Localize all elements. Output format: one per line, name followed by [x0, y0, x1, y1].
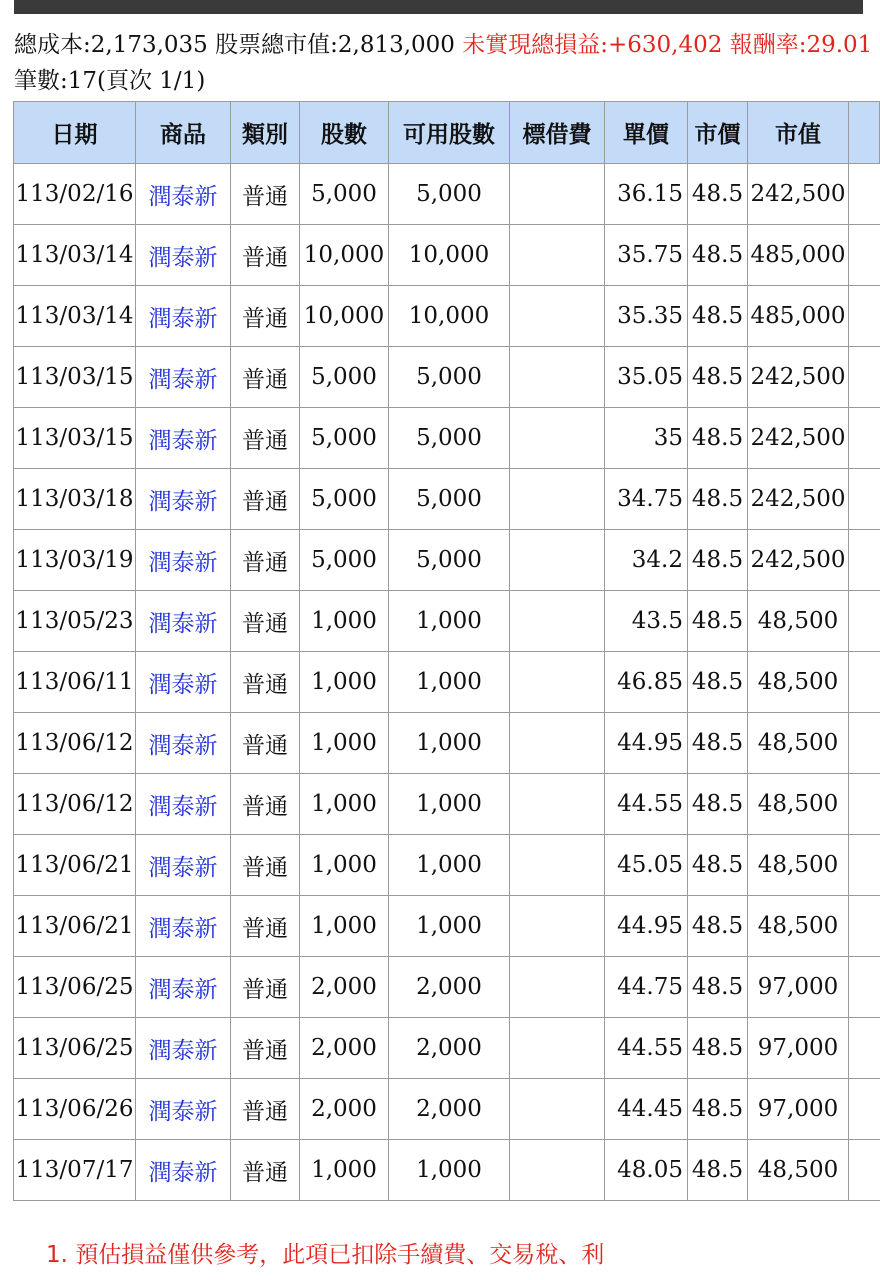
- market-value-cell: 48,500: [748, 896, 849, 957]
- table-row: [14, 164, 880, 225]
- type-cell: 普通: [231, 591, 300, 652]
- borrow-fee-cell: [510, 1140, 605, 1201]
- market-value-cell: 242,500: [748, 164, 849, 225]
- unrealized-value: +630,402: [608, 32, 723, 58]
- type-cell: 普通: [231, 957, 300, 1018]
- type-cell: 普通: [231, 896, 300, 957]
- market-value-cell: 97,000: [748, 1079, 849, 1140]
- available-shares-cell: 2,000: [389, 1018, 510, 1079]
- table-row: [14, 835, 880, 896]
- shares-cell: 5,000: [300, 347, 389, 408]
- borrow-fee-cell: [510, 286, 605, 347]
- table-row: [14, 591, 880, 652]
- available-shares-cell: 5,000: [389, 469, 510, 530]
- table-row: [14, 225, 880, 286]
- type-cell: 普通: [231, 530, 300, 591]
- overflow-cell: [849, 469, 880, 530]
- date-cell: 113/03/14: [14, 225, 136, 286]
- market-price-cell: 48.5: [688, 652, 748, 713]
- market-value-cell: 48,500: [748, 652, 849, 713]
- market-value-cell: 242,500: [748, 347, 849, 408]
- date-cell: 113/06/25: [14, 1018, 136, 1079]
- market-price-cell: 48.5: [688, 1140, 748, 1201]
- holdings-table-wrapper[interactable]: [13, 101, 863, 1211]
- type-cell: 普通: [231, 347, 300, 408]
- table-row: [14, 896, 880, 957]
- borrow-fee-cell: [510, 347, 605, 408]
- unit-price-cell: 44.55: [605, 1018, 688, 1079]
- unit-price-cell: 44.45: [605, 1079, 688, 1140]
- market-price-cell: 48.5: [688, 530, 748, 591]
- shares-cell: 1,000: [300, 591, 389, 652]
- date-cell: 113/06/12: [14, 774, 136, 835]
- overflow-cell: [849, 1018, 880, 1079]
- top-bar: [14, 0, 863, 14]
- summary-line: [14, 28, 873, 62]
- shares-cell: 1,000: [300, 1140, 389, 1201]
- unit-price-cell: 44.55: [605, 774, 688, 835]
- unit-price-cell: 48.05: [605, 1140, 688, 1201]
- market-price-cell: 48.5: [688, 1079, 748, 1140]
- unit-price-cell: 36.15: [605, 164, 688, 225]
- borrow-fee-cell: [510, 530, 605, 591]
- roi-label: 報酬率:: [729, 32, 807, 58]
- col-overflow-header: [849, 102, 880, 164]
- overflow-cell: [849, 1140, 880, 1201]
- market-price-cell: 48.5: [688, 225, 748, 286]
- borrow-fee-cell: [510, 164, 605, 225]
- product-link[interactable]: 潤泰新: [136, 896, 231, 957]
- available-shares-cell: 5,000: [389, 530, 510, 591]
- overflow-cell: [849, 1079, 880, 1140]
- disclaimer-note: 1. 預估損益僅供參考，此項已扣除手續費、交易稅、利: [46, 1242, 605, 1268]
- table-row: [14, 408, 880, 469]
- market-price-cell: 48.5: [688, 469, 748, 530]
- unit-price-cell: 46.85: [605, 652, 688, 713]
- overflow-cell: [849, 835, 880, 896]
- product-link[interactable]: 潤泰新: [136, 591, 231, 652]
- date-cell: 113/02/16: [14, 164, 136, 225]
- date-cell: 113/07/17: [14, 1140, 136, 1201]
- col-date-header: 日期: [14, 102, 136, 164]
- market-price-cell: 48.5: [688, 1018, 748, 1079]
- shares-cell: 2,000: [300, 1018, 389, 1079]
- shares-cell: 10,000: [300, 286, 389, 347]
- product-link[interactable]: 潤泰新: [136, 835, 231, 896]
- unit-price-cell: 35.75: [605, 225, 688, 286]
- product-link[interactable]: 潤泰新: [136, 1079, 231, 1140]
- type-cell: 普通: [231, 713, 300, 774]
- unit-price-cell: 44.95: [605, 713, 688, 774]
- product-link[interactable]: 潤泰新: [136, 286, 231, 347]
- date-cell: 113/06/26: [14, 1079, 136, 1140]
- unit-price-cell: 35.35: [605, 286, 688, 347]
- available-shares-cell: 2,000: [389, 1079, 510, 1140]
- market-value-cell: 48,500: [748, 591, 849, 652]
- product-link[interactable]: 潤泰新: [136, 774, 231, 835]
- table-row: [14, 530, 880, 591]
- available-shares-cell: 1,000: [389, 591, 510, 652]
- market-value-cell: 485,000: [748, 225, 849, 286]
- overflow-cell: [849, 957, 880, 1018]
- available-shares-cell: 10,000: [389, 286, 510, 347]
- shares-cell: 5,000: [300, 164, 389, 225]
- borrow-fee-cell: [510, 591, 605, 652]
- shares-cell: 1,000: [300, 896, 389, 957]
- borrow-fee-cell: [510, 835, 605, 896]
- product-link[interactable]: 潤泰新: [136, 713, 231, 774]
- date-cell: 113/06/12: [14, 713, 136, 774]
- overflow-cell: [849, 530, 880, 591]
- product-link[interactable]: 潤泰新: [136, 530, 231, 591]
- date-cell: 113/06/11: [14, 652, 136, 713]
- shares-cell: 1,000: [300, 774, 389, 835]
- borrow-fee-cell: [510, 1018, 605, 1079]
- available-shares-cell: 1,000: [389, 713, 510, 774]
- market-price-cell: 48.5: [688, 286, 748, 347]
- col-borrow-fee-header: 標借費: [510, 102, 605, 164]
- available-shares-cell: 1,000: [389, 652, 510, 713]
- borrow-fee-cell: [510, 652, 605, 713]
- market-price-cell: 48.5: [688, 164, 748, 225]
- col-market-value-header: 市值: [748, 102, 849, 164]
- available-shares-cell: 2,000: [389, 957, 510, 1018]
- product-link[interactable]: 潤泰新: [136, 469, 231, 530]
- unit-price-cell: 34.75: [605, 469, 688, 530]
- table-row: [14, 652, 880, 713]
- available-shares-cell: 1,000: [389, 1140, 510, 1201]
- date-cell: 113/06/21: [14, 896, 136, 957]
- table-row: [14, 774, 880, 835]
- holdings-table: [13, 101, 880, 1201]
- table-row: [14, 1140, 880, 1201]
- unit-price-cell: 44.95: [605, 896, 688, 957]
- overflow-cell: [849, 225, 880, 286]
- table-row: [14, 347, 880, 408]
- market-value-cell: 242,500: [748, 530, 849, 591]
- market-price-cell: 48.5: [688, 347, 748, 408]
- market-value-label: 股票總市值:: [215, 32, 338, 58]
- overflow-cell: [849, 347, 880, 408]
- unit-price-cell: 43.5: [605, 591, 688, 652]
- overflow-cell: [849, 164, 880, 225]
- borrow-fee-cell: [510, 896, 605, 957]
- product-link[interactable]: 潤泰新: [136, 1018, 231, 1079]
- date-cell: 113/03/14: [14, 286, 136, 347]
- total-cost-label: 總成本:: [14, 32, 91, 58]
- product-link[interactable]: 潤泰新: [136, 225, 231, 286]
- market-value-cell: 97,000: [748, 957, 849, 1018]
- market-value-cell: 242,500: [748, 469, 849, 530]
- market-price-cell: 48.5: [688, 591, 748, 652]
- type-cell: 普通: [231, 225, 300, 286]
- product-link[interactable]: 潤泰新: [136, 652, 231, 713]
- col-type-header: 類別: [231, 102, 300, 164]
- record-count: 筆數:17(頁次 1/1): [14, 68, 206, 94]
- table-row: [14, 957, 880, 1018]
- table-row: [14, 1018, 880, 1079]
- market-price-cell: 48.5: [688, 957, 748, 1018]
- type-cell: 普通: [231, 835, 300, 896]
- col-market-price-header: 市價: [688, 102, 748, 164]
- unit-price-cell: 35.05: [605, 347, 688, 408]
- borrow-fee-cell: [510, 408, 605, 469]
- borrow-fee-cell: [510, 469, 605, 530]
- overflow-cell: [849, 591, 880, 652]
- market-price-cell: 48.5: [688, 835, 748, 896]
- borrow-fee-cell: [510, 957, 605, 1018]
- table-row: [14, 1079, 880, 1140]
- shares-cell: 1,000: [300, 835, 389, 896]
- available-shares-cell: 5,000: [389, 408, 510, 469]
- date-cell: 113/06/21: [14, 835, 136, 896]
- type-cell: 普通: [231, 652, 300, 713]
- borrow-fee-cell: [510, 225, 605, 286]
- available-shares-cell: 1,000: [389, 774, 510, 835]
- roi-value: 29.01: [806, 32, 873, 58]
- available-shares-cell: 5,000: [389, 347, 510, 408]
- shares-cell: 5,000: [300, 408, 389, 469]
- market-price-cell: 48.5: [688, 774, 748, 835]
- borrow-fee-cell: [510, 713, 605, 774]
- product-link[interactable]: 潤泰新: [136, 957, 231, 1018]
- unit-price-cell: 35: [605, 408, 688, 469]
- market-value-cell: 48,500: [748, 774, 849, 835]
- type-cell: 普通: [231, 164, 300, 225]
- col-unit-price-header: 單價: [605, 102, 688, 164]
- type-cell: 普通: [231, 1140, 300, 1201]
- col-shares-header: 股數: [300, 102, 389, 164]
- market-price-cell: 48.5: [688, 713, 748, 774]
- overflow-cell: [849, 286, 880, 347]
- table-header-row: [14, 102, 880, 164]
- shares-cell: 2,000: [300, 1079, 389, 1140]
- overflow-cell: [849, 774, 880, 835]
- shares-cell: 1,000: [300, 652, 389, 713]
- type-cell: 普通: [231, 774, 300, 835]
- overflow-cell: [849, 408, 880, 469]
- table-row: [14, 469, 880, 530]
- market-value-cell: 242,500: [748, 408, 849, 469]
- shares-cell: 5,000: [300, 530, 389, 591]
- date-cell: 113/03/18: [14, 469, 136, 530]
- unrealized-label: 未實現總損益:: [462, 32, 608, 58]
- total-cost-value: 2,173,035: [90, 32, 208, 58]
- date-cell: 113/03/19: [14, 530, 136, 591]
- date-cell: 113/03/15: [14, 347, 136, 408]
- market-value-total: 2,813,000: [337, 32, 455, 58]
- type-cell: 普通: [231, 469, 300, 530]
- market-value-cell: 97,000: [748, 1018, 849, 1079]
- market-value-cell: 48,500: [748, 713, 849, 774]
- unit-price-cell: 34.2: [605, 530, 688, 591]
- available-shares-cell: 1,000: [389, 835, 510, 896]
- type-cell: 普通: [231, 286, 300, 347]
- table-row: [14, 286, 880, 347]
- col-available-header: 可用股數: [389, 102, 510, 164]
- borrow-fee-cell: [510, 1079, 605, 1140]
- col-product-header: 商品: [136, 102, 231, 164]
- market-value-cell: 485,000: [748, 286, 849, 347]
- type-cell: 普通: [231, 408, 300, 469]
- shares-cell: 2,000: [300, 957, 389, 1018]
- unit-price-cell: 45.05: [605, 835, 688, 896]
- available-shares-cell: 10,000: [389, 225, 510, 286]
- product-link[interactable]: 潤泰新: [136, 347, 231, 408]
- overflow-cell: [849, 652, 880, 713]
- market-value-cell: 48,500: [748, 835, 849, 896]
- shares-cell: 5,000: [300, 469, 389, 530]
- date-cell: 113/03/15: [14, 408, 136, 469]
- type-cell: 普通: [231, 1018, 300, 1079]
- date-cell: 113/06/25: [14, 957, 136, 1018]
- overflow-cell: [849, 896, 880, 957]
- market-price-cell: 48.5: [688, 896, 748, 957]
- product-link[interactable]: 潤泰新: [136, 164, 231, 225]
- overflow-cell: [849, 713, 880, 774]
- available-shares-cell: 5,000: [389, 164, 510, 225]
- product-link[interactable]: 潤泰新: [136, 1140, 231, 1201]
- available-shares-cell: 1,000: [389, 896, 510, 957]
- unit-price-cell: 44.75: [605, 957, 688, 1018]
- borrow-fee-cell: [510, 774, 605, 835]
- product-link[interactable]: 潤泰新: [136, 408, 231, 469]
- table-row: [14, 713, 880, 774]
- market-price-cell: 48.5: [688, 408, 748, 469]
- date-cell: 113/05/23: [14, 591, 136, 652]
- shares-cell: 1,000: [300, 713, 389, 774]
- shares-cell: 10,000: [300, 225, 389, 286]
- type-cell: 普通: [231, 1079, 300, 1140]
- market-value-cell: 48,500: [748, 1140, 849, 1201]
